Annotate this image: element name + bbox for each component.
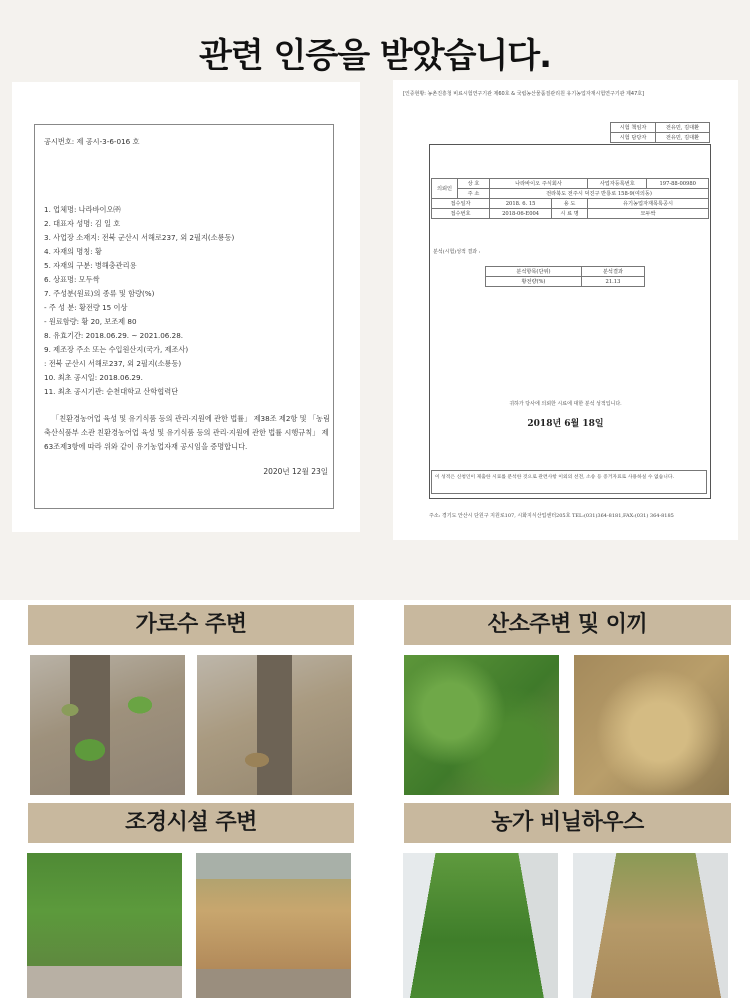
photo-grave-moss-before — [404, 655, 559, 795]
photo-grave-moss-after — [574, 655, 729, 795]
photo-street-tree-after — [197, 655, 352, 795]
category-header: 조경시설 주변 — [28, 803, 354, 843]
item-1: 1. 업체명: 나라바이오㈜ — [44, 205, 121, 214]
item-7: 7. 주성분(원료)의 종류 및 함량(%) — [44, 289, 155, 298]
signer-name: 전유민, 김대환 — [656, 133, 710, 143]
result-cell: 황전량(%) — [486, 277, 582, 287]
photo-greenhouse-after — [573, 853, 728, 998]
category-header: 농가 비닐하우스 — [404, 803, 731, 843]
signer-name: 전유민, 김대환 — [656, 123, 710, 133]
item-7b: - 원료함량: 황 20, 보조제 80 — [44, 317, 137, 326]
item-9: 9. 제조장 주소 또는 수입원산지(국가, 제조사) — [44, 345, 189, 354]
signer-role: 시험 담당자 — [611, 133, 656, 143]
receipt-date-label: 접수일자 — [432, 199, 490, 209]
company-label: 상 호 — [458, 179, 490, 189]
purpose-label: 용 도 — [552, 199, 588, 209]
receipt-no-label: 접수번호 — [432, 209, 490, 219]
item-4: 4. 자재의 명칭: 황 — [44, 247, 102, 256]
signer-role: 시험 책임자 — [611, 123, 656, 133]
item-5: 5. 자재의 구분: 병해충관리용 — [44, 261, 137, 270]
report-header: [인증현황: 농촌진흥청 비료시험연구기관 제60호 & 국립농산물품질관리원 유기농업자재시험연구기관 제47호] — [403, 91, 645, 97]
item-9a: : 전북 군산시 서해로237, 외 2필지(소룡동) — [44, 359, 182, 368]
report-date: 2018년 6월 18일 — [527, 419, 604, 429]
result-header: 분석결과 — [581, 267, 644, 277]
requester-table — [431, 178, 709, 219]
sample-value: 모두싹 — [588, 209, 709, 219]
address-value: 전라북도 전주시 덕진구 반룡로 158-9(여의동) — [490, 189, 709, 199]
receipt-date-value: 2018. 6. 15 — [490, 199, 552, 209]
item-7a: - 주 성 분: 황전량 15 이상 — [44, 303, 128, 312]
item-10: 10. 최초 공시일: 2018.06.29. — [44, 373, 143, 382]
certificate-analysis-report — [393, 80, 738, 540]
biz-no-label: 사업자등록번호 — [588, 179, 647, 189]
notice-number: 공시번호: 제 공시-3-6-016 호 — [44, 137, 140, 146]
photo-street-tree-before — [30, 655, 185, 795]
certificate-notice — [12, 82, 360, 532]
report-footer: 주소: 경기도 안산시 단원구 지원로107, 시화지식산업센터205호 TEL:(031)364-8181,FAX:(031) 364-8185 — [429, 513, 674, 519]
item-8: 8. 유효기간: 2018.06.29. ~ 2021.06.28. — [44, 331, 184, 340]
item-3: 3. 사업장 소재지: 전북 군산시 서해로237, 외 2필지(소룡동) — [44, 233, 235, 242]
item-11: 11. 최초 공시기관: 순천대학교 산학협력단 — [44, 387, 179, 396]
receipt-no-value: 2018-06-E004 — [490, 209, 552, 219]
address-label: 주 소 — [458, 189, 490, 199]
usage-examples-section — [0, 600, 750, 1000]
photo-greenhouse-before — [403, 853, 558, 998]
signer-table — [610, 122, 710, 143]
item-2: 2. 대표자 성명: 김 일 호 — [44, 219, 121, 228]
category-header: 가로수 주변 — [28, 605, 354, 645]
biz-no-value: 197-88-00980 — [647, 179, 709, 189]
report-statement: 귀하가 당사에 의뢰한 시료에 대한 분석 성적입니다. — [509, 401, 622, 407]
certificate-statement: 「친환경농어업 육성 및 유기식품 등의 관리·지원에 관한 법률」 제38조 제2항 및 「농림축산식품부 소관 친환경농어업 육성 및 유기식품 등의 관리·지원에 관한 법률 시행규칙」 제63조제3항에 따라 위와 같이 유기농업자재 공시임을 증명합니다. — [44, 414, 330, 451]
result-header: 분석항목(단위) — [486, 267, 582, 277]
category-header: 산소주변 및 이끼 — [404, 605, 731, 645]
result-table — [485, 266, 645, 287]
photo-landscape-after — [196, 853, 351, 998]
purpose-value: 유기농업자재목록공시 — [588, 199, 709, 209]
result-cell: 21.13 — [581, 277, 644, 287]
certificate-date: 2020년 12월 23일 — [263, 467, 328, 476]
company-value: 나라바이오 주식회사 — [490, 179, 588, 189]
sample-label: 시 료 명 — [552, 209, 588, 219]
requester-label: 의뢰인 — [432, 179, 458, 199]
photo-landscape-before — [27, 853, 182, 998]
report-note: 이 성적은 신청인이 제출한 시료를 분석한 것으로 관련사항 이외의 선전, 소송 등 증거자료로 사용하실 수 없습니다. — [431, 470, 707, 494]
result-intro: 분석(시험)성적 결과 : — [433, 249, 481, 255]
page-title: 관련 인증을 받았습니다. — [198, 36, 552, 76]
item-6: 6. 상표명: 모두싹 — [44, 275, 100, 284]
